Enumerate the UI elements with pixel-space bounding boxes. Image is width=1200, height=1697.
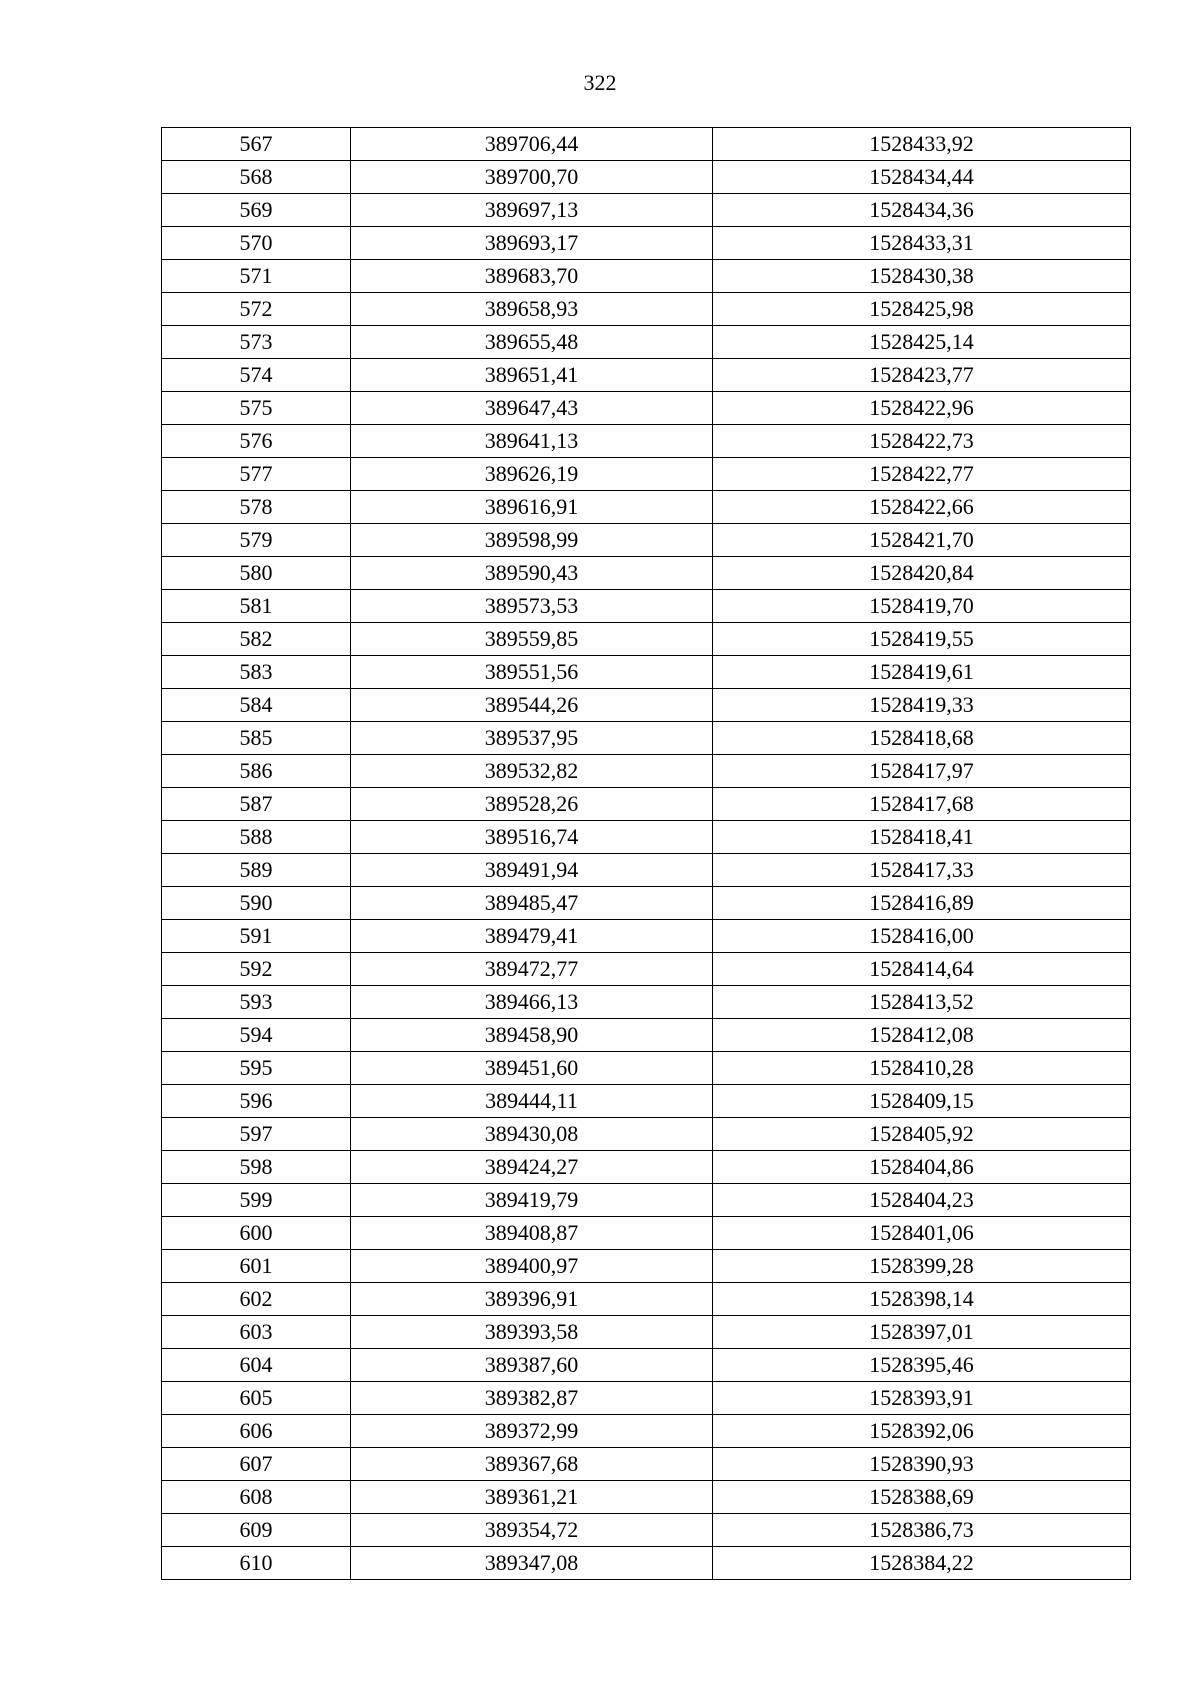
table-row [162,887,1131,920]
x-coordinate-cell: 389424,27 [351,1151,713,1184]
point-number-cell: 587 [162,788,351,821]
x-coordinate-cell: 389400,97 [351,1250,713,1283]
x-coordinate-cell: 389485,47 [351,887,713,920]
y-coordinate-cell: 1528416,89 [713,887,1131,920]
x-coordinate-cell: 389528,26 [351,788,713,821]
y-coordinate-cell: 1528395,46 [713,1349,1131,1382]
table-row [162,293,1131,326]
point-number-cell: 607 [162,1448,351,1481]
table-row [162,1316,1131,1349]
coordinates-table [161,127,1131,1580]
x-coordinate-cell: 389573,53 [351,590,713,623]
point-number-cell: 570 [162,227,351,260]
y-coordinate-cell: 1528412,08 [713,1019,1131,1052]
table-row [162,227,1131,260]
point-number-cell: 604 [162,1349,351,1382]
y-coordinate-cell: 1528419,33 [713,689,1131,722]
x-coordinate-cell: 389396,91 [351,1283,713,1316]
y-coordinate-cell: 1528425,14 [713,326,1131,359]
x-coordinate-cell: 389472,77 [351,953,713,986]
table-row [162,1349,1131,1382]
x-coordinate-cell: 389372,99 [351,1415,713,1448]
table-row [162,1217,1131,1250]
y-coordinate-cell: 1528416,00 [713,920,1131,953]
point-number-cell: 578 [162,491,351,524]
table-row [162,656,1131,689]
point-number-cell: 583 [162,656,351,689]
point-number-cell: 596 [162,1085,351,1118]
y-coordinate-cell: 1528422,77 [713,458,1131,491]
y-coordinate-cell: 1528419,61 [713,656,1131,689]
table-row [162,161,1131,194]
y-coordinate-cell: 1528393,91 [713,1382,1131,1415]
point-number-cell: 575 [162,392,351,425]
table-row [162,755,1131,788]
y-coordinate-cell: 1528384,22 [713,1547,1131,1580]
x-coordinate-cell: 389544,26 [351,689,713,722]
point-number-cell: 576 [162,425,351,458]
point-number-cell: 608 [162,1481,351,1514]
y-coordinate-cell: 1528404,23 [713,1184,1131,1217]
table-row [162,1085,1131,1118]
x-coordinate-cell: 389516,74 [351,821,713,854]
x-coordinate-cell: 389658,93 [351,293,713,326]
table-row [162,425,1131,458]
x-coordinate-cell: 389647,43 [351,392,713,425]
page-number: 322 [583,70,617,95]
x-coordinate-cell: 389419,79 [351,1184,713,1217]
x-coordinate-cell: 389408,87 [351,1217,713,1250]
y-coordinate-cell: 1528399,28 [713,1250,1131,1283]
table-row [162,986,1131,1019]
point-number-cell: 574 [162,359,351,392]
y-coordinate-cell: 1528422,73 [713,425,1131,458]
x-coordinate-cell: 389559,85 [351,623,713,656]
table-row [162,689,1131,722]
point-number-cell: 602 [162,1283,351,1316]
x-coordinate-cell: 389354,72 [351,1514,713,1547]
y-coordinate-cell: 1528422,66 [713,491,1131,524]
point-number-cell: 581 [162,590,351,623]
table-row [162,1283,1131,1316]
table-row [162,260,1131,293]
table-row [162,623,1131,656]
y-coordinate-cell: 1528418,41 [713,821,1131,854]
point-number-cell: 595 [162,1052,351,1085]
point-number-cell: 601 [162,1250,351,1283]
table-row [162,1382,1131,1415]
table-row [162,1052,1131,1085]
point-number-cell: 610 [162,1547,351,1580]
y-coordinate-cell: 1528405,92 [713,1118,1131,1151]
y-coordinate-cell: 1528434,44 [713,161,1131,194]
x-coordinate-cell: 389532,82 [351,755,713,788]
point-number-cell: 567 [162,128,351,161]
table-row [162,722,1131,755]
table-row [162,326,1131,359]
x-coordinate-cell: 389451,60 [351,1052,713,1085]
x-coordinate-cell: 389361,21 [351,1481,713,1514]
table-row [162,1118,1131,1151]
x-coordinate-cell: 389551,56 [351,656,713,689]
point-number-cell: 580 [162,557,351,590]
y-coordinate-cell: 1528404,86 [713,1151,1131,1184]
table-row [162,953,1131,986]
table-row [162,1547,1131,1580]
table-row [162,128,1131,161]
point-number-cell: 568 [162,161,351,194]
point-number-cell: 594 [162,1019,351,1052]
y-coordinate-cell: 1528390,93 [713,1448,1131,1481]
point-number-cell: 585 [162,722,351,755]
point-number-cell: 569 [162,194,351,227]
point-number-cell: 609 [162,1514,351,1547]
point-number-cell: 589 [162,854,351,887]
point-number-cell: 605 [162,1382,351,1415]
x-coordinate-cell: 389387,60 [351,1349,713,1382]
table-row [162,557,1131,590]
x-coordinate-cell: 389479,41 [351,920,713,953]
x-coordinate-cell: 389700,70 [351,161,713,194]
x-coordinate-cell: 389458,90 [351,1019,713,1052]
point-number-cell: 588 [162,821,351,854]
table-row [162,788,1131,821]
y-coordinate-cell: 1528398,14 [713,1283,1131,1316]
point-number-cell: 579 [162,524,351,557]
y-coordinate-cell: 1528423,77 [713,359,1131,392]
point-number-cell: 571 [162,260,351,293]
point-number-cell: 599 [162,1184,351,1217]
x-coordinate-cell: 389598,99 [351,524,713,557]
y-coordinate-cell: 1528413,52 [713,986,1131,1019]
x-coordinate-cell: 389367,68 [351,1448,713,1481]
x-coordinate-cell: 389537,95 [351,722,713,755]
point-number-cell: 586 [162,755,351,788]
x-coordinate-cell: 389590,43 [351,557,713,590]
point-number-cell: 600 [162,1217,351,1250]
y-coordinate-cell: 1528433,92 [713,128,1131,161]
coordinates-table-body [162,128,1131,1580]
x-coordinate-cell: 389444,11 [351,1085,713,1118]
x-coordinate-cell: 389491,94 [351,854,713,887]
table-row [162,1514,1131,1547]
table-row [162,1184,1131,1217]
x-coordinate-cell: 389706,44 [351,128,713,161]
y-coordinate-cell: 1528386,73 [713,1514,1131,1547]
table-row [162,1151,1131,1184]
y-coordinate-cell: 1528392,06 [713,1415,1131,1448]
table-row [162,1415,1131,1448]
x-coordinate-cell: 389466,13 [351,986,713,1019]
table-row [162,590,1131,623]
x-coordinate-cell: 389651,41 [351,359,713,392]
point-number-cell: 573 [162,326,351,359]
point-number-cell: 592 [162,953,351,986]
y-coordinate-cell: 1528417,97 [713,755,1131,788]
point-number-cell: 598 [162,1151,351,1184]
y-coordinate-cell: 1528409,15 [713,1085,1131,1118]
y-coordinate-cell: 1528414,64 [713,953,1131,986]
x-coordinate-cell: 389616,91 [351,491,713,524]
y-coordinate-cell: 1528388,69 [713,1481,1131,1514]
y-coordinate-cell: 1528421,70 [713,524,1131,557]
y-coordinate-cell: 1528417,68 [713,788,1131,821]
table-row [162,821,1131,854]
y-coordinate-cell: 1528419,70 [713,590,1131,623]
y-coordinate-cell: 1528420,84 [713,557,1131,590]
table-row [162,194,1131,227]
y-coordinate-cell: 1528434,36 [713,194,1131,227]
y-coordinate-cell: 1528430,38 [713,260,1131,293]
point-number-cell: 606 [162,1415,351,1448]
point-number-cell: 597 [162,1118,351,1151]
table-row [162,524,1131,557]
y-coordinate-cell: 1528425,98 [713,293,1131,326]
table-row [162,392,1131,425]
table-row [162,854,1131,887]
table-row [162,1448,1131,1481]
x-coordinate-cell: 389641,13 [351,425,713,458]
y-coordinate-cell: 1528417,33 [713,854,1131,887]
y-coordinate-cell: 1528418,68 [713,722,1131,755]
y-coordinate-cell: 1528422,96 [713,392,1131,425]
y-coordinate-cell: 1528401,06 [713,1217,1131,1250]
table-row [162,1481,1131,1514]
x-coordinate-cell: 389655,48 [351,326,713,359]
point-number-cell: 593 [162,986,351,1019]
table-row [162,1250,1131,1283]
table-row [162,1019,1131,1052]
x-coordinate-cell: 389393,58 [351,1316,713,1349]
table-row [162,920,1131,953]
point-number-cell: 590 [162,887,351,920]
x-coordinate-cell: 389693,17 [351,227,713,260]
point-number-cell: 584 [162,689,351,722]
x-coordinate-cell: 389430,08 [351,1118,713,1151]
y-coordinate-cell: 1528397,01 [713,1316,1131,1349]
point-number-cell: 582 [162,623,351,656]
x-coordinate-cell: 389347,08 [351,1547,713,1580]
point-number-cell: 577 [162,458,351,491]
table-row [162,359,1131,392]
table-row [162,458,1131,491]
table-row [162,491,1131,524]
x-coordinate-cell: 389697,13 [351,194,713,227]
point-number-cell: 603 [162,1316,351,1349]
y-coordinate-cell: 1528433,31 [713,227,1131,260]
x-coordinate-cell: 389626,19 [351,458,713,491]
point-number-cell: 572 [162,293,351,326]
x-coordinate-cell: 389683,70 [351,260,713,293]
point-number-cell: 591 [162,920,351,953]
x-coordinate-cell: 389382,87 [351,1382,713,1415]
y-coordinate-cell: 1528419,55 [713,623,1131,656]
y-coordinate-cell: 1528410,28 [713,1052,1131,1085]
